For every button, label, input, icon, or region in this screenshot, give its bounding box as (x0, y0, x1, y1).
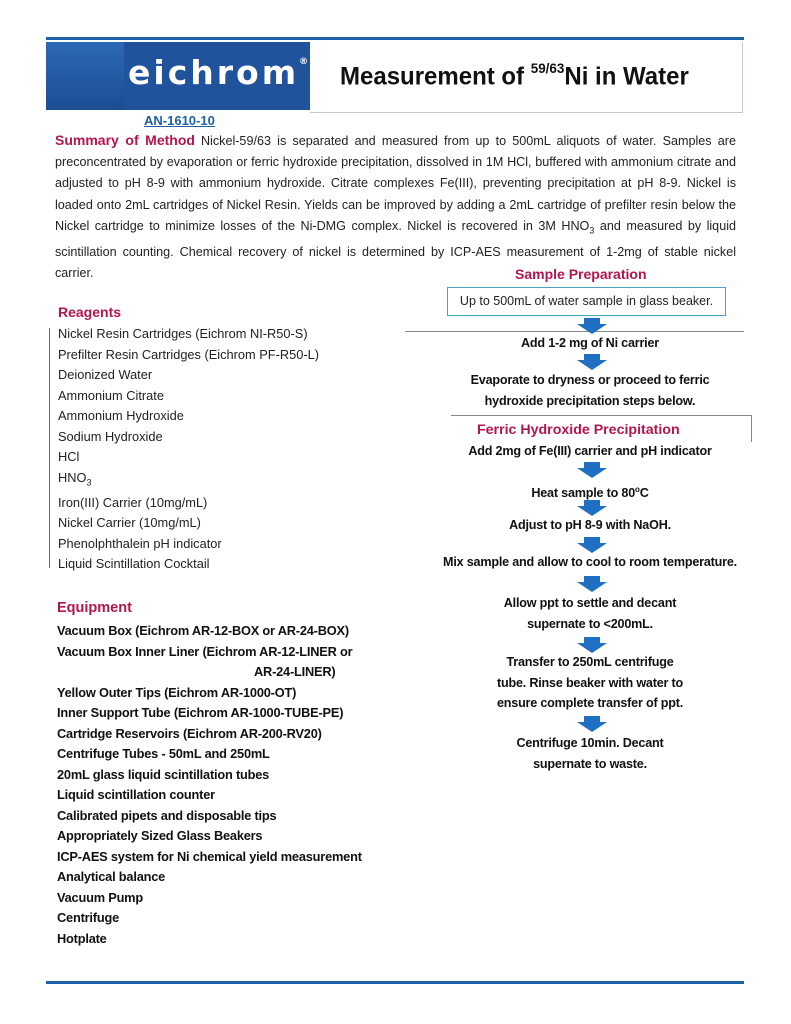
summary-paragraph: Summary of Method Nickel-59/63 is separated and measured from up to 500mL aliquots of water. Samples are preconcentrated by evaporation or ferric hydroxide precipitation, dissolved in 1M HCl, buffered with ammonium citrate and adjusted to pH 8-9 with ammonium hydroxide. Citrate complexes Fe(III), preventing precipitation at pH 8-9. Nickel is loaded onto 2mL cartridges of Nickel Resin. Yields can be improved by adding a 2mL cartridge of prefilter resin below the Nickel cartridge to minimize losses of the Ni-DMG complex. Nickel is recovered in 3M $HNO_3$ and measured by liquid scintillation counting. Chemical recovery of nickel is determined by ICP-AES measurement of 1-2mg of stable nickel carrier. (55, 132, 736, 280)
divider-line (451, 415, 751, 416)
logo-wordmark: eichrom® (128, 53, 309, 92)
ferric-step-add-fe: Add 2mg of Fe(III) carrier and pH indicator (468, 444, 712, 458)
equipment-list (57, 621, 362, 949)
down-arrow-icon (577, 500, 607, 516)
list-item: Cartridge Reservoirs (Eichrom AR-200-RV20) (57, 725, 322, 741)
down-arrow-icon (577, 537, 607, 553)
list-item: Vacuum Box Inner Liner (Eichrom AR-12-LINER or (57, 643, 353, 659)
ferric-step-cool: Mix sample and allow to cool to room temperature. (443, 555, 737, 569)
list-item: Nickel Resin Cartridges (Eichrom NI-R50-S) (58, 326, 308, 341)
list-item: Analytical balance (57, 869, 166, 884)
ferric-step-adjust-ph: Adjust to pH 8-9 with NaOH. (509, 518, 671, 532)
list-item: Yellow Outer Tips (Eichrom AR-1000-OT) (57, 684, 297, 700)
list-item: Deionized Water (58, 367, 153, 382)
down-arrow-icon (577, 318, 607, 334)
sample-prep-heading: Sample Preparation (515, 266, 647, 282)
reagents-heading: Reagents (58, 304, 122, 320)
down-arrow-icon (577, 716, 607, 732)
equipment-heading: Equipment (57, 600, 132, 616)
list-item: Vacuum Box (Eichrom AR-12-BOX or AR-24-BOX) (57, 623, 349, 638)
list-item: $HNO_3$ (58, 469, 92, 488)
list-item: Centrifuge Tubes - 50mL and 250mL (57, 746, 270, 761)
list-item: Sodium Hydroxide (58, 428, 163, 444)
top-rule (46, 37, 744, 40)
sample-start-box: Up to 500mL of water sample in glass beaker. (447, 287, 726, 316)
list-item: Centrifuge (57, 910, 119, 925)
eichrom-logo (46, 42, 310, 110)
list-item: Nickel Carrier (10mg/mL) (58, 515, 201, 531)
prep-step-carrier: Add 1-2 mg of Ni carrier (521, 336, 659, 350)
list-item: Appropriately Sized Glass Beakers (57, 828, 263, 843)
list-item: Liquid scintillation counter (57, 787, 215, 802)
down-arrow-icon (577, 576, 607, 592)
reagents-list (58, 324, 319, 575)
ferric-step-heat: Heat sample to 80$^o$C (531, 485, 649, 501)
list-item: AR-24-LINER) (254, 664, 336, 679)
list-item: Ammonium Citrate (58, 387, 164, 403)
list-item: Ammonium Hydroxide (58, 408, 184, 423)
down-arrow-icon (577, 637, 607, 653)
summary-heading: Summary of Method (55, 132, 195, 148)
list-item: Iron(III) Carrier (10mg/mL) (58, 494, 208, 510)
down-arrow-icon (577, 462, 607, 478)
list-item: Calibrated pipets and disposable tips (57, 807, 277, 823)
list-item: Hotplate (57, 930, 107, 946)
bottom-rule (46, 981, 744, 984)
ferric-step-centrifuge: Centrifuge 10min. Decant supernate to waste. (516, 736, 664, 771)
list-item: Prefilter Resin Cartridges (Eichrom PF-R50-L) (58, 346, 319, 362)
down-arrow-icon (577, 354, 607, 370)
list-item: Liquid Scintillation Cocktail (58, 556, 210, 572)
list-item: Phenolphthalein pH indicator (58, 535, 222, 551)
page-title: Measurement of $^{59/63}$Ni in Water (340, 60, 689, 91)
list-item: ICP-AES system for Ni chemical yield measurement (57, 848, 362, 864)
list-item: 20mL glass liquid scintillation tubes (57, 766, 270, 782)
logo-left-panel (46, 42, 124, 110)
ferric-step-transfer: Transfer to 250mL centrifuge tube. Rinse beaker with water to ensure complete transfer of ppt. (496, 655, 684, 710)
divider-line (751, 415, 752, 442)
list-item: Inner Support Tube (Eichrom AR-1000-TUBE-PE) (57, 705, 344, 720)
ferric-step-decant: Allow ppt to settle and decant supernate to <200mL. (503, 596, 677, 631)
list-item: HCl (58, 449, 80, 464)
prep-step-evaporate: Evaporate to dryness or proceed to ferric hydroxide precipitation steps below. (470, 373, 710, 408)
reagents-side-rule (49, 328, 50, 568)
divider-line (405, 331, 744, 332)
app-note-number: AN-1610-10 (144, 113, 215, 128)
list-item: Vacuum Pump (57, 889, 143, 905)
ferric-heading: Ferric Hydroxide Precipitation (477, 422, 680, 438)
